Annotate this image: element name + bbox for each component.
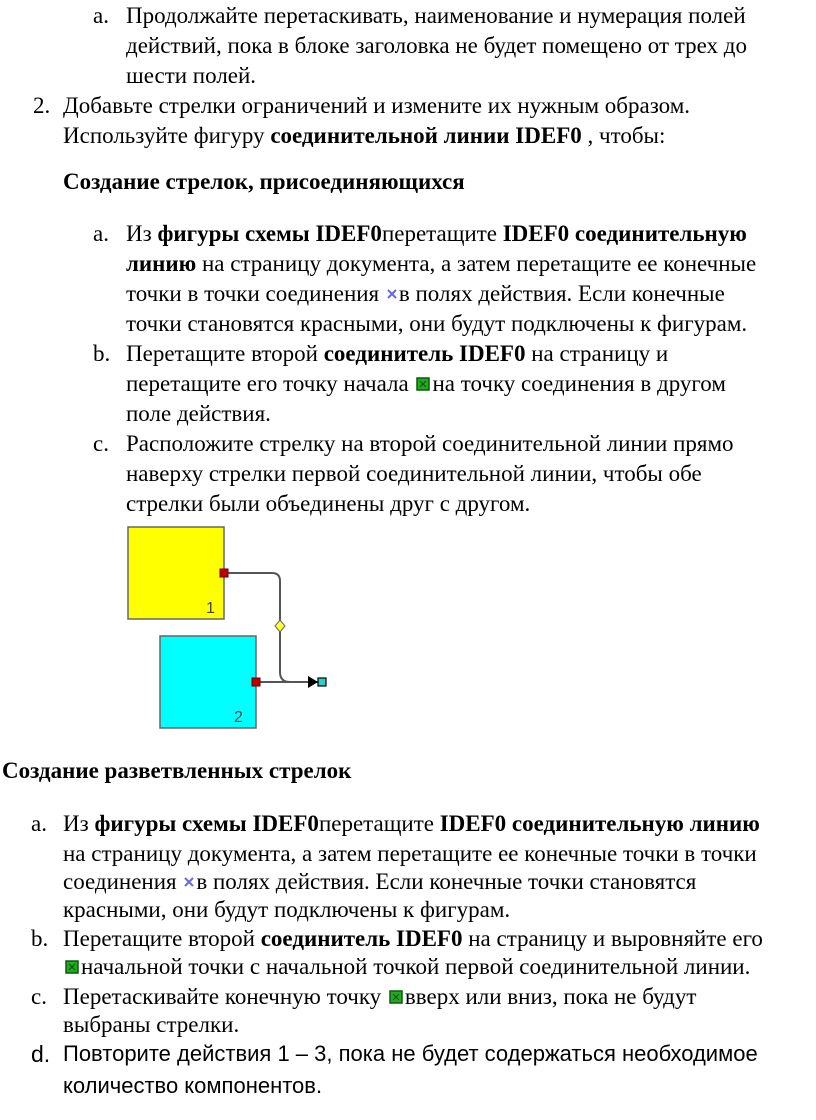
x-connection-point-icon	[386, 288, 398, 300]
list-marker: 2.	[33, 93, 51, 118]
end-point-handle	[318, 678, 326, 686]
paragraph-line: Добавьте стрелки ограничений и измените их нужным образом.	[63, 93, 691, 118]
paragraph-line	[63, 925, 763, 953]
paragraph-line: Продолжайте перетаскивать, наименование и нумерация полей	[126, 3, 746, 28]
box-2-label: 2	[234, 709, 243, 726]
text-run: Из	[63, 811, 95, 836]
text-run: начальной точки с начальной точкой первой соединительной линии.	[81, 954, 751, 979]
text-run: на точку соединения в другом	[432, 371, 726, 396]
section-heading	[2, 757, 351, 785]
list-marker: a.	[31, 811, 47, 836]
paragraph-line	[63, 122, 665, 150]
list-marker: a.	[93, 221, 109, 246]
list-marker: b.	[93, 341, 111, 366]
text-run: Перетаскивайте конечную точку	[63, 984, 387, 1009]
bold-term: линию	[126, 251, 197, 276]
list-marker: c.	[31, 984, 47, 1009]
paragraph-line	[126, 370, 726, 398]
paragraph-line	[126, 280, 725, 308]
bold-term: IDEF0 соединительную линию	[439, 811, 760, 836]
paragraph-line: стрелки были объединены друг с другом.	[126, 491, 531, 516]
paragraph-line: красными, они будут подключены к фигурам.	[63, 897, 511, 922]
text-run: , чтобы:	[581, 123, 666, 148]
paragraph-line	[63, 810, 760, 838]
x-connection-point-icon	[183, 876, 195, 888]
paragraph-line: наверху стрелки первой соединительной линии, чтобы обе	[126, 461, 702, 486]
list-marker: c.	[93, 431, 109, 456]
section-heading	[63, 168, 465, 196]
bold-term: фигуры схемы IDEF0	[94, 811, 319, 836]
paragraph-line: Расположите стрелку на второй соединительной линии прямо	[126, 431, 734, 456]
paragraph-line: на страницу документа, а затем перетащите ее конечные точки в точки	[63, 841, 757, 866]
list-marker: d.	[31, 1041, 51, 1067]
green-begin-point-icon	[389, 990, 403, 1004]
text-run: перетащите	[381, 221, 503, 246]
green-begin-point-icon	[416, 377, 430, 391]
text-run: вверх или вниз, пока не будут	[404, 984, 697, 1009]
heading-text: Создание разветвленных стрелок	[2, 758, 352, 783]
paragraph-line: Повторите действия 1 – 3, пока не будет содержаться необходимое	[63, 1041, 758, 1066]
bold-term: IDEF0 соединительную	[502, 221, 747, 246]
paragraph-line: действий, пока в блоке заголовка не будет помещено от трех до	[126, 33, 747, 58]
text-run: перетащите его точку начала	[126, 371, 415, 396]
text-run: на страницу документа, а затем перетащите ее конечные	[196, 251, 757, 276]
paragraph-line	[63, 868, 696, 896]
box-1-label: 1	[206, 600, 215, 617]
paragraph-line: поле действия.	[126, 401, 271, 426]
arrowhead	[308, 676, 318, 688]
paragraph-line: точки становятся красными, они будут подключены к фигурам.	[126, 311, 748, 336]
text-run: перетащите	[318, 811, 440, 836]
text-run: на страницу и выровняйте его	[462, 926, 763, 951]
text-run: точки в точки соединения	[126, 281, 385, 306]
paragraph-line	[126, 340, 668, 368]
connection-point-box-2	[252, 678, 260, 686]
bold-term: соединитель IDEF0	[260, 926, 463, 951]
text-run: Используйте фигуру	[63, 123, 271, 148]
bold-term: соединитель IDEF0	[323, 341, 526, 366]
list-marker: a.	[93, 3, 109, 28]
text-run: соединения	[63, 869, 183, 894]
paragraph-line: шести полей.	[126, 63, 257, 88]
midpoint-diamond	[275, 620, 285, 632]
list-marker: b.	[31, 926, 49, 951]
heading-text: Создание стрелок, присоединяющихся	[63, 169, 465, 194]
connection-point-box-1	[220, 569, 228, 577]
text-run: Из	[126, 221, 158, 246]
paragraph-line	[126, 220, 747, 248]
paragraph-line	[63, 953, 750, 981]
text-run: Перетащите второй	[126, 341, 324, 366]
paragraph-line: выбраны стрелки.	[63, 1012, 240, 1037]
bold-term: соединительной линии IDEF0	[270, 123, 582, 148]
text-run: Перетащите второй	[63, 926, 261, 951]
text-run: в полях действия. Если конечные точки становятся	[196, 869, 697, 894]
paragraph-line	[63, 983, 696, 1011]
bold-term: фигуры схемы IDEF0	[157, 221, 382, 246]
paragraph-line	[126, 250, 756, 278]
idef0-connector-figure	[120, 520, 340, 740]
green-begin-point-icon	[65, 960, 79, 974]
paragraph-line: количество компонентов.	[63, 1073, 323, 1098]
text-run: в полях действия. Если конечные	[398, 281, 725, 306]
text-run: на страницу и	[525, 341, 669, 366]
